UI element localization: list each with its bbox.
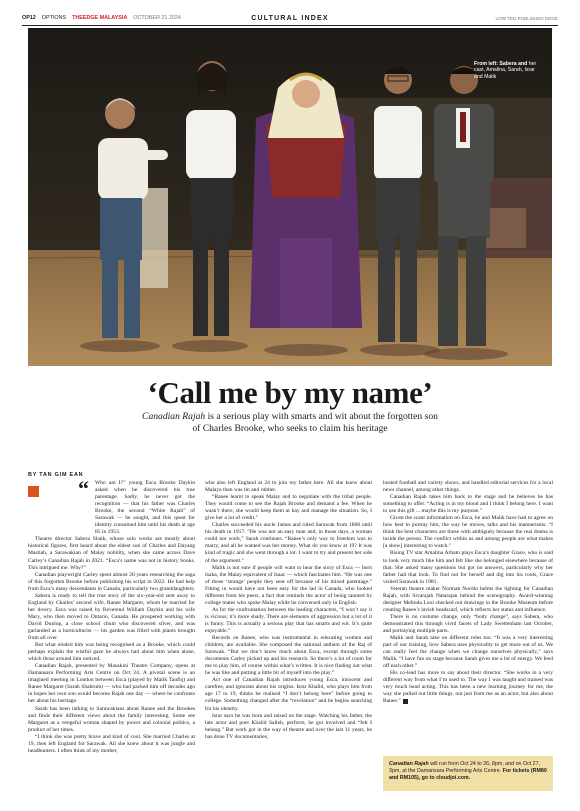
article-column-2 <box>205 480 372 741</box>
paragraph: Malik is not sure if people will want to hear the story of Esca — born Isaka, the Malay equivalent of Isaac — which fascinates him. “He was one of those ‘strange’ people they sent off because of his mixed parentage.” Fitting in would have not been easy for the lad in Canada, who looked different from his peers, a fact that reminds the actor of being taunted by college mates who spoke Malay while he conversed only in English. <box>205 564 372 606</box>
paragraph: Who am I?” young Esca Brooke Daykin asked when he discovered his true parentage. Sadly, he never got the recognition — that his father was Charles Brooke, the second “White Rajah” of Sarawak — he sought, and this quest for identity consumed him until his death at age 85 in 1953. <box>95 480 195 536</box>
ticket-info: For tickets (RM80 and RM105), go to cloudjoi.com. <box>389 767 547 781</box>
article-standfirst <box>140 411 440 435</box>
paragraph: hosted football and variety shows, and handled editorial services for a local news channel, among other things. <box>383 480 553 494</box>
header-rule <box>22 25 558 26</box>
page-header <box>22 12 558 24</box>
paragraph: “I think she was pretty brave and kind of cool. She married Charles at 19, then left England for Sarawak. All she knew about it was jungle and headhunters. I often think of my mother, <box>28 733 195 754</box>
paragraph: Malik and Sarah take on different roles too. “It was a very interesting part of our training, how Sabera uses physicality to get more out of us. We can really feel the change when we change ourselves physically,” says Malik. “I have fun on stage because Sarah gives me a lot of energy. We feed off each other.” <box>383 635 553 670</box>
issue-date: OCTOBER 21 2024 <box>133 15 181 21</box>
paragraph-text: His co-lead has more to say about their director. “She works in a very different way from what I’m used to. The way I was taught and trained was very much head acting. This has been a new learning journey for me, the way she pulled out little things, not just from me as an actor, but also about Ranee.” <box>383 670 553 705</box>
caption-lead: From left: Sabera and <box>474 61 528 67</box>
paragraph: Sarah has been talking to Sarawakians about Ranee and the Brookes and finds their different views about the family interesting. Some see Margaret as a vengeful woman shaped by power and colonial politics, a product of her times. <box>28 705 195 733</box>
paragraph: Sabera is ready to tell the true story of the six-year-old sent away to England by Charles’ second wife, Ranee Margaret, whom he married for her dowry. Esca was raised by Reverend William Daykin and his wife Mary, who then moved to Ontario, Canada. He prospered working with David Dunlop, a close school chum who discovered silver, and was garlanded as a horticulturist — his garden was filled with plants brought from all over. <box>28 592 195 642</box>
paragraph: Charles succeeded his uncle James and ruled Sarawak from 1868 until his death in 1917. “He was not an easy man and, in those days, a woman could not work,” Sarah continues. “Ranee’s only way to freedom was to marry, and all he wanted was her money. What do you know at 19? It was kind of tragic and she went through a lot. I want to try and present her side of the argument.” <box>205 522 372 564</box>
end-mark-icon <box>403 699 408 704</box>
paragraph: Given the scant information on Esca, he and Malik have had to agree on how best to portray him, the way he moves, talks and his mannerisms. “I think the best characters are those with ambiguity because the real drama is inside the person. The conflict within us and among people are what makes [a show] interesting to watch.” <box>383 515 553 550</box>
paragraph: Veteran theatre maker Normah Nordin helms the lighting for Canadian Rajah, with Sivarajah Natarajan behind the scenography. Award-winning designer Melinda Looi checked out drawings in the Brooke Museum before creating Ranee’s lavish headscarf, which reflects her status and influence. <box>383 585 553 613</box>
paragraph: Canadian playwright Carley spent almost 20 years researching the saga of this forgotten Brooke before publishing his script in 2022. He had help from Esca’s many descendants in Canada, particularly two granddaughters. <box>28 571 195 592</box>
publication-name: THEEDGE MALAYSIA <box>72 15 128 21</box>
paragraph: Records on Ranee, who was instrumental in educating women and children, are available. She composed the national anthem of the Raj of Sarawak. “But we don’t know much about Esca, except through some documents Carley picked up and his research. So there’s a lot of room for me to play him, of course within what’s written. It is nice finding out what he was like and putting a little bit of myself into the play.” <box>205 635 372 677</box>
drop-quote: “ <box>78 476 89 501</box>
info-text: will run from Oct 24 to 26, 8pm, and on Oct 27, 3pm, at the Damansara Performing Arts Centre. <box>389 761 541 774</box>
standfirst-title: Canadian Rajah <box>142 411 206 422</box>
paragraph <box>383 670 553 705</box>
paragraph: who also left England at 24 to join my father here. All she knew about Malaya then was tin and rubber. <box>205 480 372 494</box>
photo-caption <box>474 61 542 80</box>
paragraph: As for the confrontation between the leading characters, “I won’t say it is vicious; it’s more shady. There are elements of aggression but a lot of it is funny. This is actually a serious play that has smarts and wit. It’s quite enjoyable.” <box>205 606 372 634</box>
page-number: OP12 <box>22 15 36 21</box>
paragraph: But what eluded him was being recognised as a Brooke, which could perhaps explain the wistful gaze he always had about him when alone, which those around him noticed. <box>28 642 195 663</box>
section-title: CULTURAL INDEX <box>251 14 329 22</box>
show-info-box <box>383 756 553 791</box>
section-tag: OPTIONS <box>41 15 67 21</box>
article-headline: ‘Call me by my name’ <box>147 375 433 410</box>
paragraph: Israr says he was born and raised on the stage. Watching his father, the late actor and poet Khalid Salleh, perform, he got involved and “felt I belong.” But work got in the way of theatre and over the last 11 years, he has done TV documentaries, <box>205 712 372 740</box>
paragraph: There is no costume change, only “body change”, says Sabera, who demonstrated this through vivid facets of Lady Swettenham last October, and portraying multiple parts. <box>383 613 553 634</box>
info-lead: Canadian Rajah <box>389 761 429 767</box>
paragraph: Rising TV star Amalina Arham plays Esca’s daughter Grace, who is said to look very much like him and felt like she belonged elsewhere because of that. She asked many questions but got no answers, particularly why her father had that look. To find out for herself and dig into his roots, Grace visited Sarawak in 1981. <box>383 550 553 585</box>
paragraph: Theatre director Sabera Shaik, whose solo works are mostly about historical figures, first heard about the eldest son of Charles and Dayang Mastiah, a Sarawakian of Malay nobility, when she came across Dave Carley’s Canadian Rajah in 2021. “Esca’s name was not in history books. This intrigued me. Why?” <box>28 536 195 571</box>
paragraph: Act one of Canadian Rajah introduces young Esca, innocent and carefree, and ignorant about his origins. Israr Khalid, who plays him from age 17 to 19, thinks he realised “I don’t belong here” before going to college. Something changed after the “revelation” and he begins searching for his identity. <box>205 677 372 712</box>
caption-rest: her cast, Amalina, Sarah, Israr and Malik <box>474 61 537 80</box>
paragraph: “Ranee learnt to speak Malay and to negotiate with the tribal people. They would come to see the Rajah Brooke and demand a fee. When he wasn’t there, she would keep them at bay and manage the situation. So, I give her a lot of credit.” <box>205 494 372 522</box>
standfirst-rest: is a serious play with smarts and wit about the forgotten son of Charles Brooke, who seeks to claim his heritage <box>192 411 438 434</box>
paragraph: Canadian Rajah takes him back to the stage and he believes he has something to offer. “Acting is in my blood and I think I belong here. I want to use this gift ... maybe this is my purpose.” <box>383 494 553 515</box>
article-column-1 <box>28 476 195 755</box>
header-right-text: LOW TED PUBLISHED EDGE <box>495 15 558 21</box>
paragraph: Canadian Rajah, presented by Masakini Theatre Company, opens at Damansara Performing Arts Centre on Oct 24. A pivotal scene is an imagined meeting in London between Esca (played by Malik Taufiq) and Ranee Margaret (Sarah Shahrum) — who had packed him off decades ago in hopes her own son would become Rajah one day — where he confronts her about his heritage. <box>28 663 195 705</box>
byline: BY TAN GIM EAN <box>28 472 84 478</box>
cast-photo <box>28 28 552 366</box>
article-column-3 <box>383 480 553 706</box>
